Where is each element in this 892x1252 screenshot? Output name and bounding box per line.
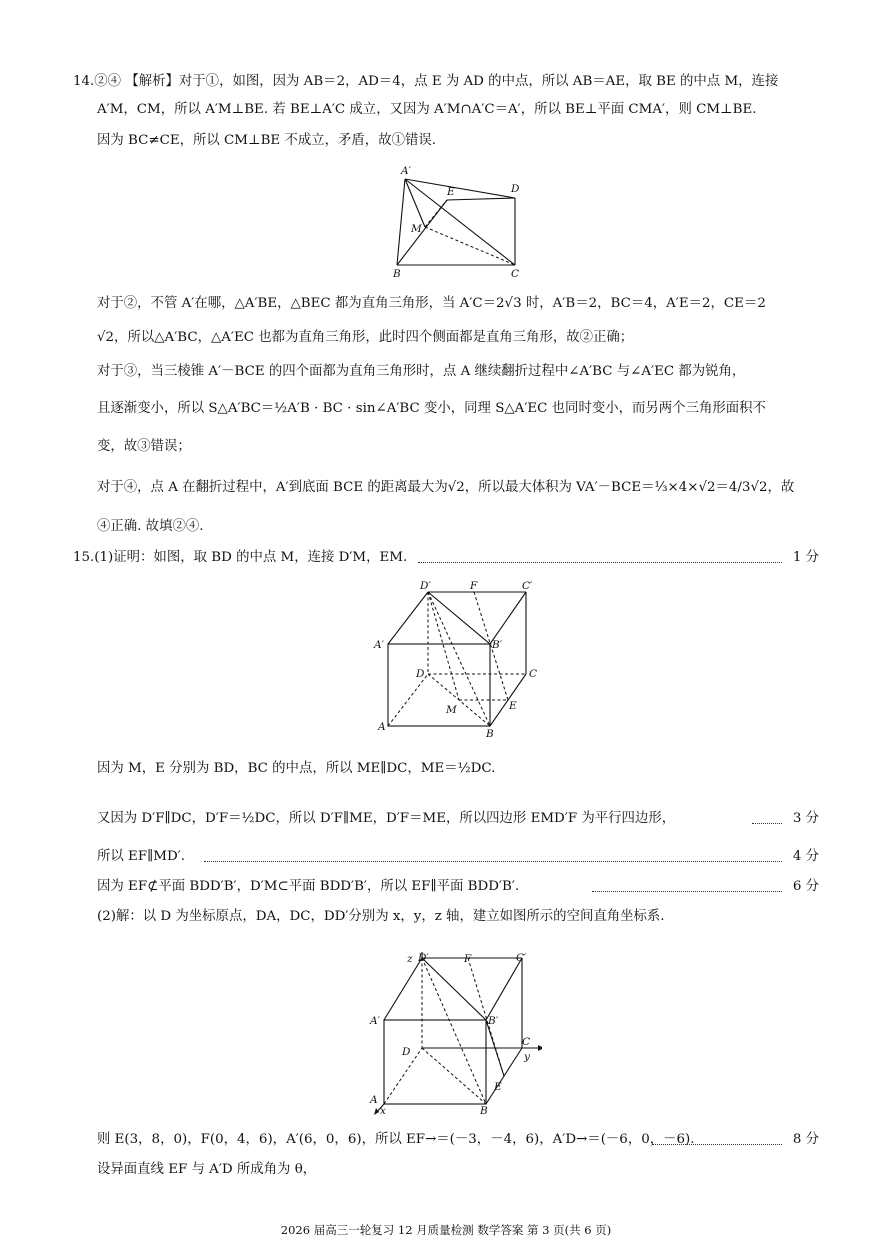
q14-line-8: 变，故③错误； [97, 439, 191, 454]
fig15b-axis-x: x [380, 1105, 386, 1117]
fig15a-label-m: M [446, 704, 457, 716]
q14-line-4: 对于②，不管 A′在哪，△A′BE，△BEC 都为直角三角形，当 A′C＝2√3 时，A′B＝2，BC＝4，A′E＝2，CE＝2 [97, 296, 766, 311]
fig15b-label-d: D [402, 1046, 411, 1058]
fig14-label-m: M [411, 223, 422, 235]
fig15a-label-c: C [529, 668, 538, 680]
fig15b-label-b: B [480, 1105, 488, 1117]
q15-line-5: 因为 EF⊄平面 BDD′B′，D′M⊂平面 BDD′B′，所以 EF∥平面 BDD′B′. [97, 879, 520, 894]
fig15b-label-a: A [370, 1094, 378, 1106]
fig14-label-a-prime: A′ [401, 165, 411, 177]
q14-line-2: A′M，CM，所以 A′M⊥BE. 若 BE⊥A′C 成立，又因为 A′M∩A′C＝A′，所以 BE⊥平面 CMA′，则 CM⊥BE. [97, 102, 757, 117]
fig15a-label-b-prime: B′ [492, 639, 503, 651]
fig15a-label-a: A [378, 721, 386, 733]
q15-figure-2 [362, 948, 542, 1120]
q15-line-8: 设异面直线 EF 与 A′D 所成角为 θ， [97, 1162, 317, 1177]
fig15b-label-b-prime: B′ [488, 1015, 499, 1027]
q14-line-6: 对于③，当三棱锥 A′－BCE 的四个面都为直角三角形时，点 A 继续翻折过程中∠A′BC 与∠A′EC 都为锐角， [97, 364, 746, 379]
q14-line-1: 14.②④ 【解析】对于①，如图，因为 AB＝2，AD＝4，点 E 为 AD 的中点，所以 AB＝AE，取 BE 的中点 M，连接 [73, 74, 779, 89]
q15-score-5: 6 分 [792, 879, 819, 894]
q15-line-3: 又因为 D′F∥DC，D′F＝½DC，所以 D′F∥ME，D′F＝ME，所以四边形 EMD′F 为平行四边形， [97, 811, 676, 826]
q15-line-7-leader [652, 1144, 782, 1145]
fig15b-label-d-prime: D′ [418, 952, 429, 964]
fig14-label-b: B [393, 268, 401, 280]
fig14-label-e: E [447, 186, 455, 198]
fig15a-label-b: B [486, 728, 494, 738]
q15-score-7: 8 分 [792, 1132, 819, 1147]
q15-line-2: 因为 M，E 分别为 BD，BC 的中点，所以 ME∥DC，ME＝½DC. [97, 761, 496, 776]
page-footer: 2026 届高三一轮复习 12 月质量检测 数学答案 第 3 页(共 6 页) [280, 1223, 612, 1237]
q14-line-9: 对于④，点 A 在翻折过程中，A′到底面 BCE 的距离最大为√2，所以最大体积为 VA′－BCE＝⅓×4×√2＝4/3√2，故 [97, 480, 795, 495]
fig15a-label-f: F [470, 580, 478, 592]
fig15a-label-d-prime: D′ [420, 580, 431, 592]
fig15b-label-c: C [522, 1036, 531, 1048]
q14-line-5: √2，所以△A′BC，△A′EC 也都为直角三角形，此时四个侧面都是直角三角形，故②正确； [97, 330, 634, 345]
fig15b-label-e: E [494, 1081, 502, 1093]
q15-score-4: 4 分 [792, 849, 819, 864]
fig15b-label-c-prime: C′ [516, 952, 527, 964]
q15-line-6: (2)解：以 D 为坐标原点，DA，DC，DD′分别为 x，y，z 轴，建立如图所示的空间直角坐标系. [97, 909, 665, 924]
fig15a-label-e: E [509, 700, 517, 712]
q15-line-1: 15.(1)证明：如图，取 BD 的中点 M，连接 D′M，EM. [73, 550, 408, 565]
fig14-label-c: C [511, 268, 520, 280]
fig15a-label-c-prime: C′ [522, 580, 533, 592]
q14-line-3: 因为 BC≠CE，所以 CM⊥BE 不成立，矛盾，故①错误. [97, 133, 437, 148]
q15-figure-1 [372, 578, 542, 738]
q15-line-3-leader [752, 823, 782, 824]
fig15a-label-d: D [416, 668, 425, 680]
fig15b-axis-z: z [407, 953, 413, 965]
q14-figure [385, 162, 535, 282]
q15-score-3: 3 分 [792, 811, 819, 826]
fig15b-axis-y: y [524, 1051, 530, 1063]
q15-line-5-leader [592, 891, 782, 892]
fig15b-label-f: F [464, 953, 472, 965]
q15-line-4: 所以 EF∥MD′. [97, 849, 186, 864]
q14-line-10: ④正确. 故填②④. [97, 519, 204, 534]
fig14-label-d: D [511, 183, 520, 195]
q15-score-1: 1 分 [792, 550, 819, 565]
q15-line-7: 则 E(3，8，0)，F(0，4，6)，A′(6，0，6)，所以 EF→＝(－3，－4，6)，A′D→＝(－6，0，－6). [97, 1132, 695, 1147]
fig15a-label-a-prime: A′ [374, 639, 384, 651]
q14-line-7: 且逐渐变小，所以 S△A′BC＝½A′B · BC · sin∠A′BC 变小，同理 S△A′EC 也同时变小，而另两个三角形面积不 [97, 401, 766, 416]
q15-line-4-leader [204, 861, 782, 862]
fig15b-label-a-prime: A′ [370, 1015, 380, 1027]
q15-line-1-leader [418, 562, 782, 563]
